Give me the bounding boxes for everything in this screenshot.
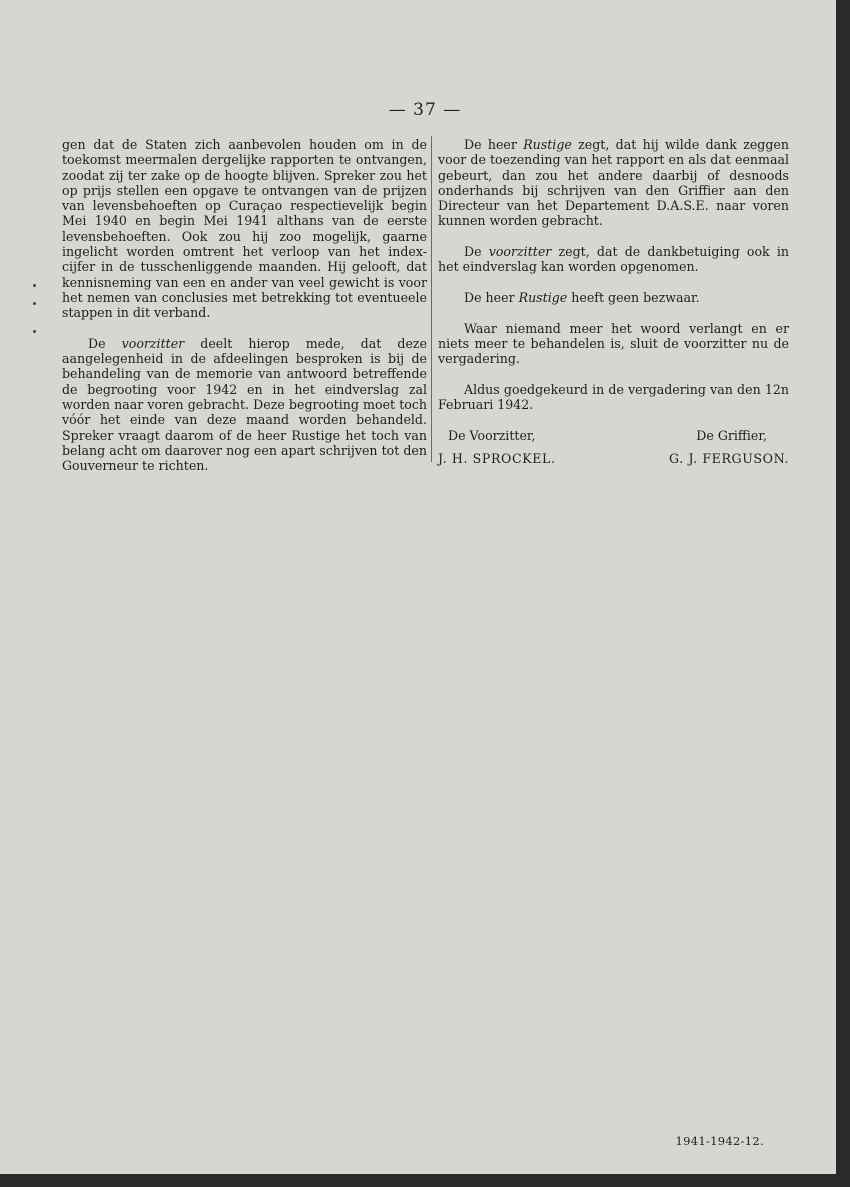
signature-names (438, 451, 789, 466)
right-paragraph-rustige: De heer Rustige zegt, dat hij wilde dank zeggen voor de toezending van het rapport en als dat eenmaal gebeurt, dan zou het andere daarbij of desnoods onderhands bij schrijven van den Griffier aan den Directeur van het Departement D.A.S.E. naar voren kunnen worden gebracht. (438, 137, 789, 229)
right-paragraph-no-objection: De heer Rustige heeft geen bezwaar. (464, 289, 700, 305)
column-divider (431, 136, 432, 462)
right-column (438, 137, 789, 466)
right-paragraph-voorzitter: De voorzitter zegt, dat de dankbetuiging ook in het eindverslag kan worden opgenomen. (438, 244, 789, 275)
signature-titles (438, 428, 789, 443)
document-code: 1941-1942-12. (675, 1134, 764, 1148)
clerk-title: De Griffier, (696, 427, 767, 443)
speaker-name: voorzitter (121, 335, 185, 351)
margin-mark (33, 330, 36, 333)
right-paragraph-approval: Aldus goedgekeurd in de vergadering van den 12n Februari 1942. (438, 381, 789, 413)
speaker-name: Rustige (523, 137, 572, 152)
left-paragraph-continuation: gen dat de Staten zich aanbevolen houden om in de toekomst meermalen dergelijke rapporten te ontvangen, zoodat zij ter zake op de hoogte blijven. Spreker zou het op prijs stellen een opgave te ontvangen van de prijzen van levensbehoeften op Curaçao respectievelijk begin Mei 1940 en begin Mei 1941 althans van de eerste levensbehoeften. Ook zou hij zoo mogelijk, gaarne ingelicht worden omtrent het verloop van het index-cijfer in de tusschenliggende maanden. Hij gelooft, dat kennisneming van een en ander van veel gewicht is voor het nemen van conclusies met betrekking tot eventueele stappen in dit verband. (62, 137, 427, 321)
speaker-name: voorzitter (488, 244, 552, 260)
left-column (62, 137, 427, 474)
chair-title: De Voorzitter, (448, 427, 536, 443)
clerk-name: G. J. FERGUSON. (669, 450, 789, 466)
left-paragraph-voorzitter: De voorzitter deelt hierop mede, dat deze aangelegenheid in de afdeelingen besproken is bij de behandeling van de memorie van antwoord betreffende de begrooting voor 1942 en in het eindverslag zal worden naar voren gebracht. Deze begrooting moet toch vóór het einde van deze maand worden behandeld. Spreker vraagt daarom of de heer Rustige het toch van belang acht om daarover nog een apart schrijven tot den Gouverneur te richten. (62, 335, 427, 474)
right-paragraph-closing: Waar niemand meer het woord verlangt en er niets meer te behandelen is, sluit de voorzitter nu de vergadering. (438, 320, 789, 367)
speaker-name: Rustige (518, 289, 568, 305)
signature-block (438, 428, 789, 467)
margin-mark (33, 302, 36, 305)
chair-name: J. H. SPROCKEL. (438, 450, 556, 466)
page-number: — 37 — (388, 100, 462, 120)
margin-mark (33, 284, 36, 287)
